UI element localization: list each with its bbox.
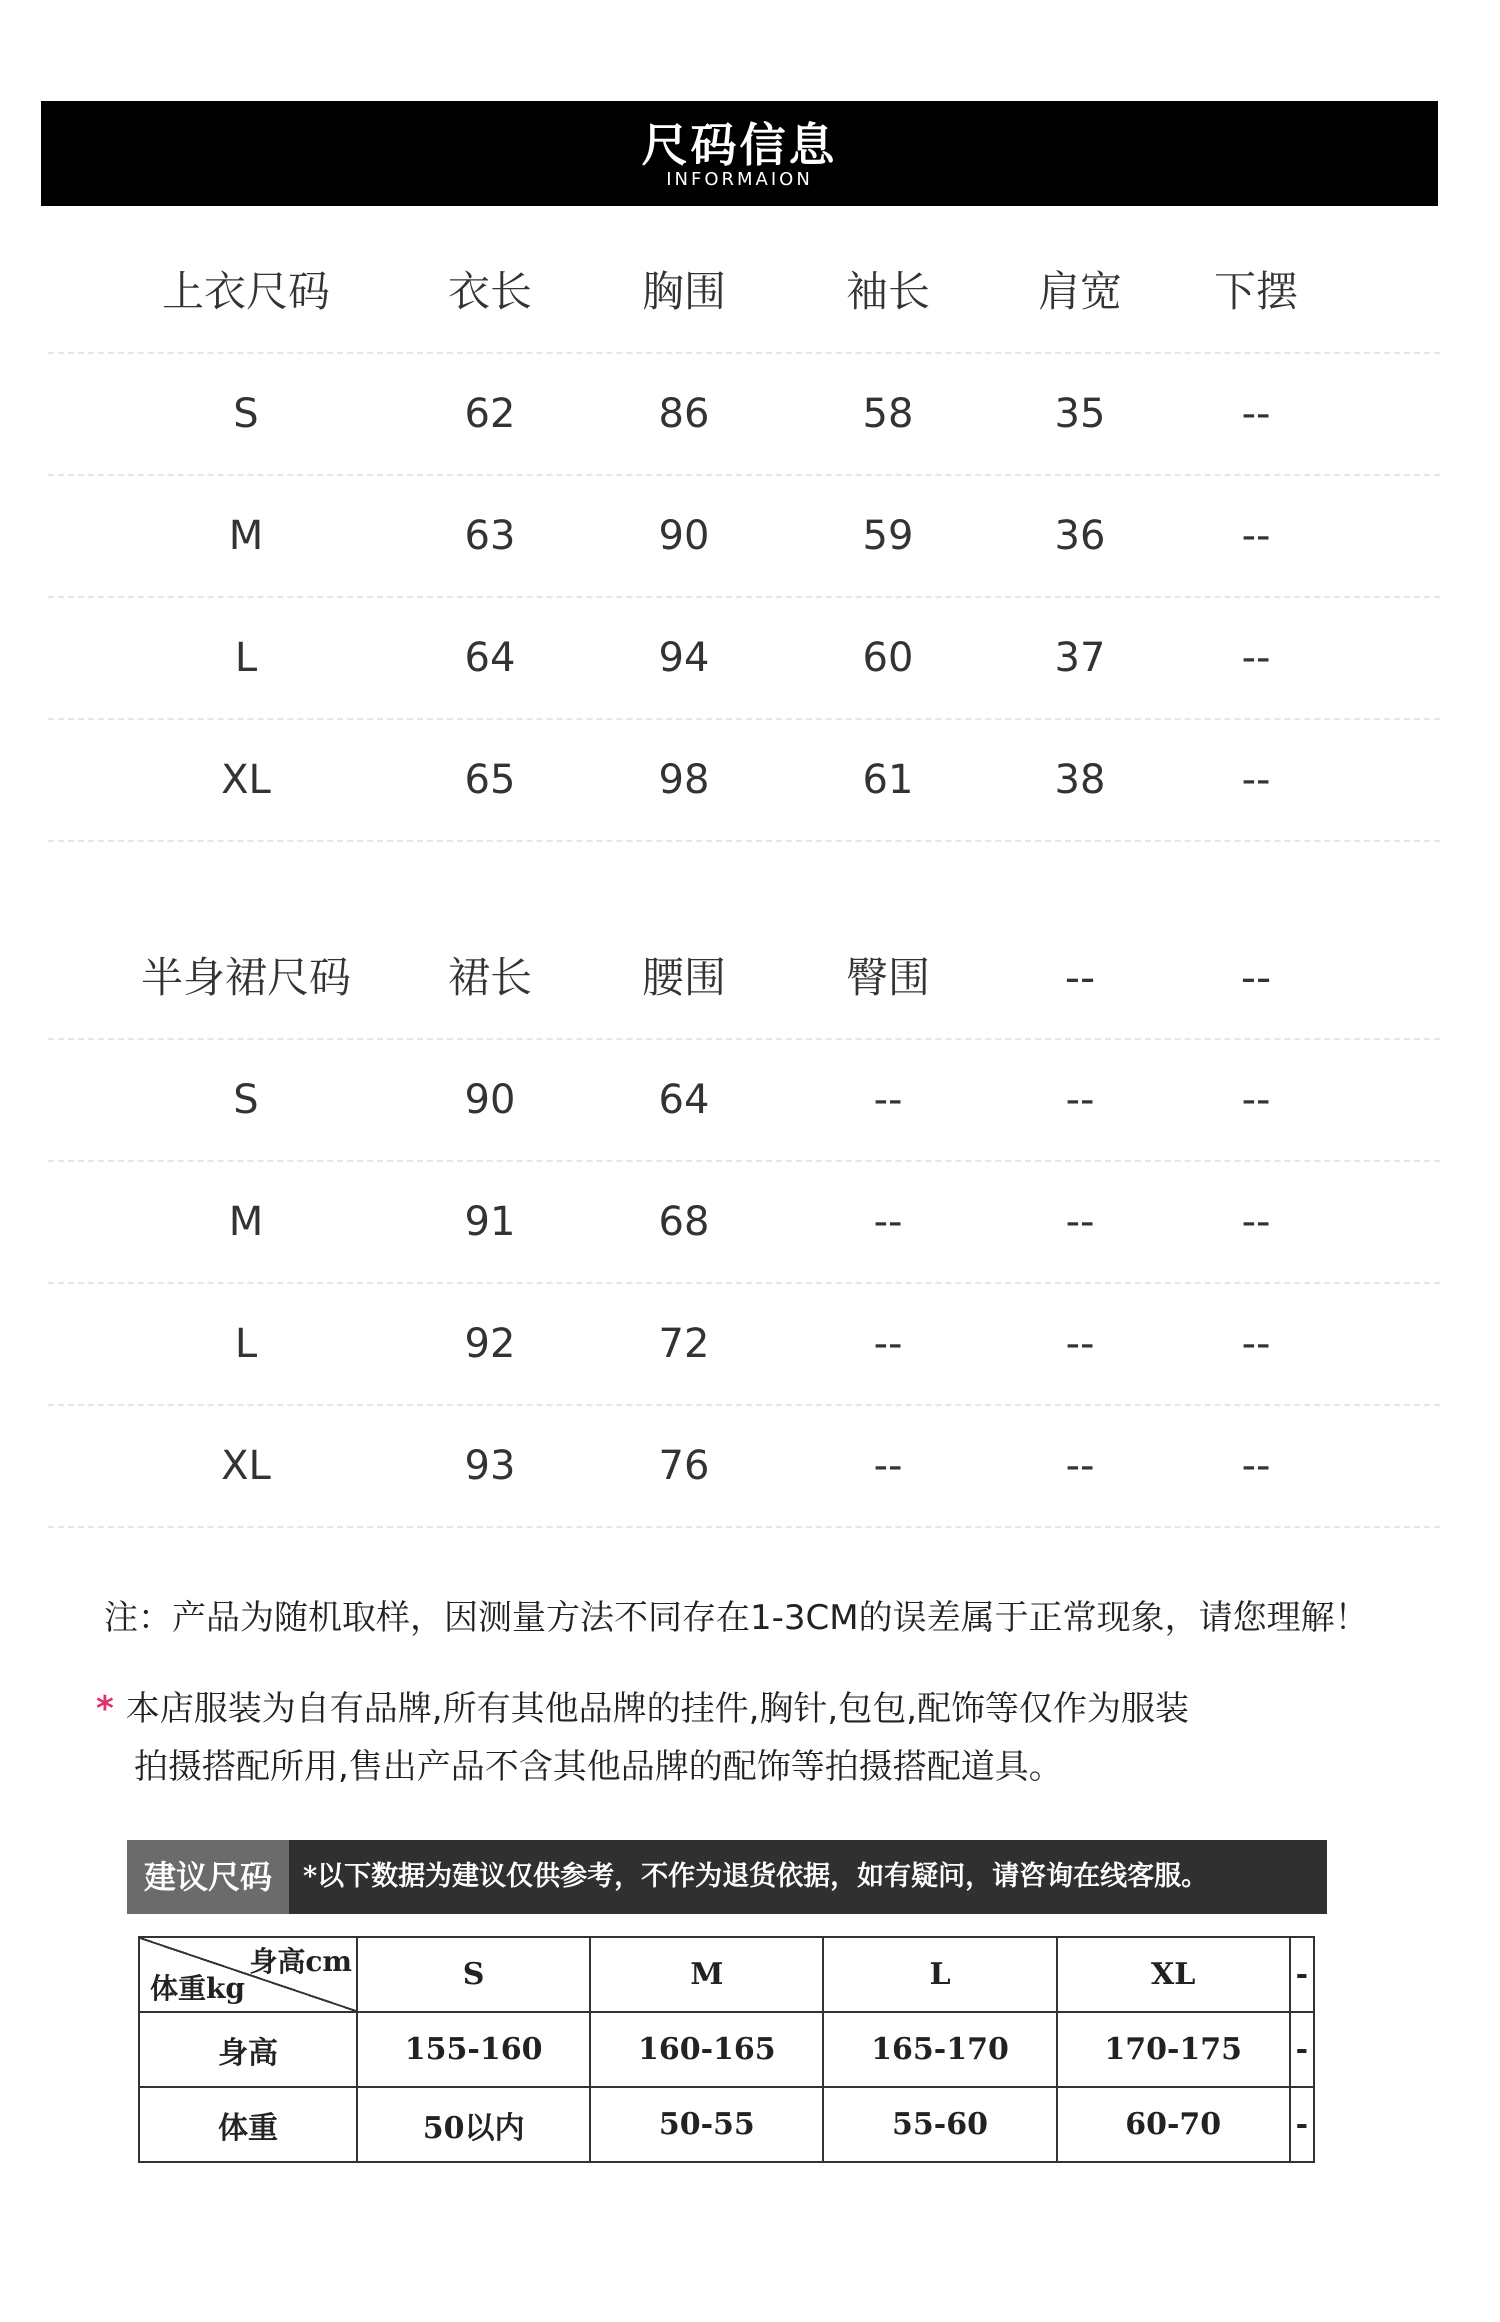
- table-cell: 50以内: [357, 2087, 590, 2162]
- asterisk-icon: *: [96, 1689, 114, 1729]
- table-cell: --: [1065, 1321, 1095, 1367]
- table-cell: 62: [464, 391, 516, 437]
- size-head: M: [590, 1937, 823, 2012]
- table-cell: 160-165: [590, 2012, 823, 2087]
- corner-cell: [139, 1937, 357, 2012]
- size-head: S: [357, 1937, 590, 2012]
- table-cell: 94: [658, 635, 710, 681]
- table-cell: 37: [1054, 635, 1106, 681]
- section-header: [41, 101, 1438, 206]
- table-cell: --: [873, 1199, 903, 1245]
- table-cell: 170-175: [1057, 2012, 1290, 2087]
- column-header: 袖长: [845, 267, 930, 316]
- table-cell: --: [1065, 1077, 1095, 1123]
- table-cell: 76: [658, 1443, 710, 1489]
- table-row: [48, 354, 1440, 476]
- table-cell: 91: [464, 1199, 516, 1245]
- table-cell: --: [1241, 513, 1271, 559]
- brand-note-line1: 本店服装为自有品牌,所有其他品牌的挂件,胸针,包包,配饰等仅作为服装: [125, 1689, 1190, 1729]
- column-header: 下摆: [1213, 267, 1298, 316]
- table-cell: 90: [464, 1077, 516, 1123]
- table-cell: --: [1241, 1443, 1271, 1489]
- table-cell: 61: [862, 757, 914, 803]
- table-cell: 58: [862, 391, 914, 437]
- table-row: [48, 476, 1440, 598]
- header-subtitle: INFORMAION: [666, 169, 813, 190]
- table-row: [48, 1406, 1440, 1528]
- table-cell: --: [1241, 1321, 1271, 1367]
- table-cell: 38: [1054, 757, 1106, 803]
- table-cell: S: [233, 391, 259, 437]
- recommend-height-row: [139, 2012, 1314, 2087]
- skirt-size-table: [48, 918, 1440, 1528]
- table-row: [48, 598, 1440, 720]
- table-cell: 93: [464, 1443, 516, 1489]
- table-cell: -: [1290, 2087, 1314, 2162]
- table-cell: 165-170: [823, 2012, 1056, 2087]
- column-header: --: [1064, 953, 1096, 1002]
- table-cell: 86: [658, 391, 710, 437]
- table-cell: -: [1290, 2012, 1314, 2087]
- recommend-header-row: [139, 1937, 1314, 2012]
- table-cell: 35: [1054, 391, 1106, 437]
- column-header: 腰围: [641, 953, 726, 1002]
- table-cell: 90: [658, 513, 710, 559]
- table-cell: L: [234, 1321, 258, 1367]
- table-cell: --: [1065, 1443, 1095, 1489]
- column-header: --: [1240, 953, 1272, 1002]
- top-size-table: [48, 232, 1440, 842]
- corner-weight-label: 体重kg: [150, 1972, 245, 2005]
- table-cell: 64: [658, 1077, 710, 1123]
- table-cell: --: [1065, 1199, 1095, 1245]
- table-cell: M: [228, 1199, 264, 1245]
- table-cell: --: [1241, 1077, 1271, 1123]
- table-header-row: [48, 918, 1440, 1040]
- column-header: 衣长: [447, 267, 532, 316]
- table-row: [48, 1162, 1440, 1284]
- table-row: [48, 720, 1440, 842]
- table-cell: XL: [221, 1443, 271, 1489]
- table-cell: --: [1241, 1199, 1271, 1245]
- table-cell: --: [1241, 391, 1271, 437]
- corner-height-label: 身高cm: [249, 1945, 352, 1978]
- table-cell: S: [233, 1077, 259, 1123]
- table-cell: 60: [862, 635, 914, 681]
- table-row: [48, 1284, 1440, 1406]
- table-cell: 63: [464, 513, 516, 559]
- recommend-bar: [127, 1840, 1327, 1914]
- header-title: 尺码信息: [641, 118, 838, 172]
- row-label: 体重: [139, 2087, 357, 2162]
- table-cell: L: [234, 635, 258, 681]
- table-cell: 92: [464, 1321, 516, 1367]
- table-cell: M: [228, 513, 264, 559]
- size-head: L: [823, 1937, 1056, 2012]
- table-cell: --: [873, 1077, 903, 1123]
- column-header: 裙长: [447, 953, 532, 1002]
- table-header-row: [48, 232, 1440, 354]
- column-header: 胸围: [641, 267, 726, 316]
- table-cell: 98: [658, 757, 710, 803]
- column-header: 臀围: [845, 953, 930, 1002]
- table-row: [48, 1040, 1440, 1162]
- column-header: 上衣尺码: [161, 267, 330, 316]
- table-cell: --: [873, 1443, 903, 1489]
- table-cell: 59: [862, 513, 914, 559]
- brand-note: [96, 1680, 1426, 1796]
- table-cell: --: [873, 1321, 903, 1367]
- measurement-note: 注：产品为随机取样，因测量方法不同存在1-3CM的误差属于正常现象，请您理解！: [104, 1598, 1369, 1638]
- size-head: -: [1290, 1937, 1314, 2012]
- column-header: 半身裙尺码: [141, 953, 352, 1002]
- table-cell: 155-160: [357, 2012, 590, 2087]
- recommend-disclaimer: *以下数据为建议仅供参考，不作为退货依据，如有疑问，请咨询在线客服。: [303, 1861, 1209, 1892]
- table-cell: --: [1241, 757, 1271, 803]
- recommend-label: 建议尺码: [127, 1840, 289, 1914]
- table-cell: 55-60: [823, 2087, 1056, 2162]
- table-cell: 72: [658, 1321, 710, 1367]
- table-cell: XL: [221, 757, 271, 803]
- brand-note-line2: 拍摄搭配所用,售出产品不含其他品牌的配饰等拍摄搭配道具。: [134, 1747, 1063, 1787]
- table-cell: --: [1241, 635, 1271, 681]
- table-cell: 68: [658, 1199, 710, 1245]
- table-cell: 64: [464, 635, 516, 681]
- column-header: 肩宽: [1037, 267, 1122, 316]
- size-head: XL: [1057, 1937, 1290, 2012]
- recommend-weight-row: [139, 2087, 1314, 2162]
- table-cell: 65: [464, 757, 516, 803]
- table-cell: 36: [1054, 513, 1106, 559]
- table-cell: 60-70: [1057, 2087, 1290, 2162]
- table-cell: 50-55: [590, 2087, 823, 2162]
- recommend-table: [138, 1936, 1315, 2163]
- row-label: 身高: [139, 2012, 357, 2087]
